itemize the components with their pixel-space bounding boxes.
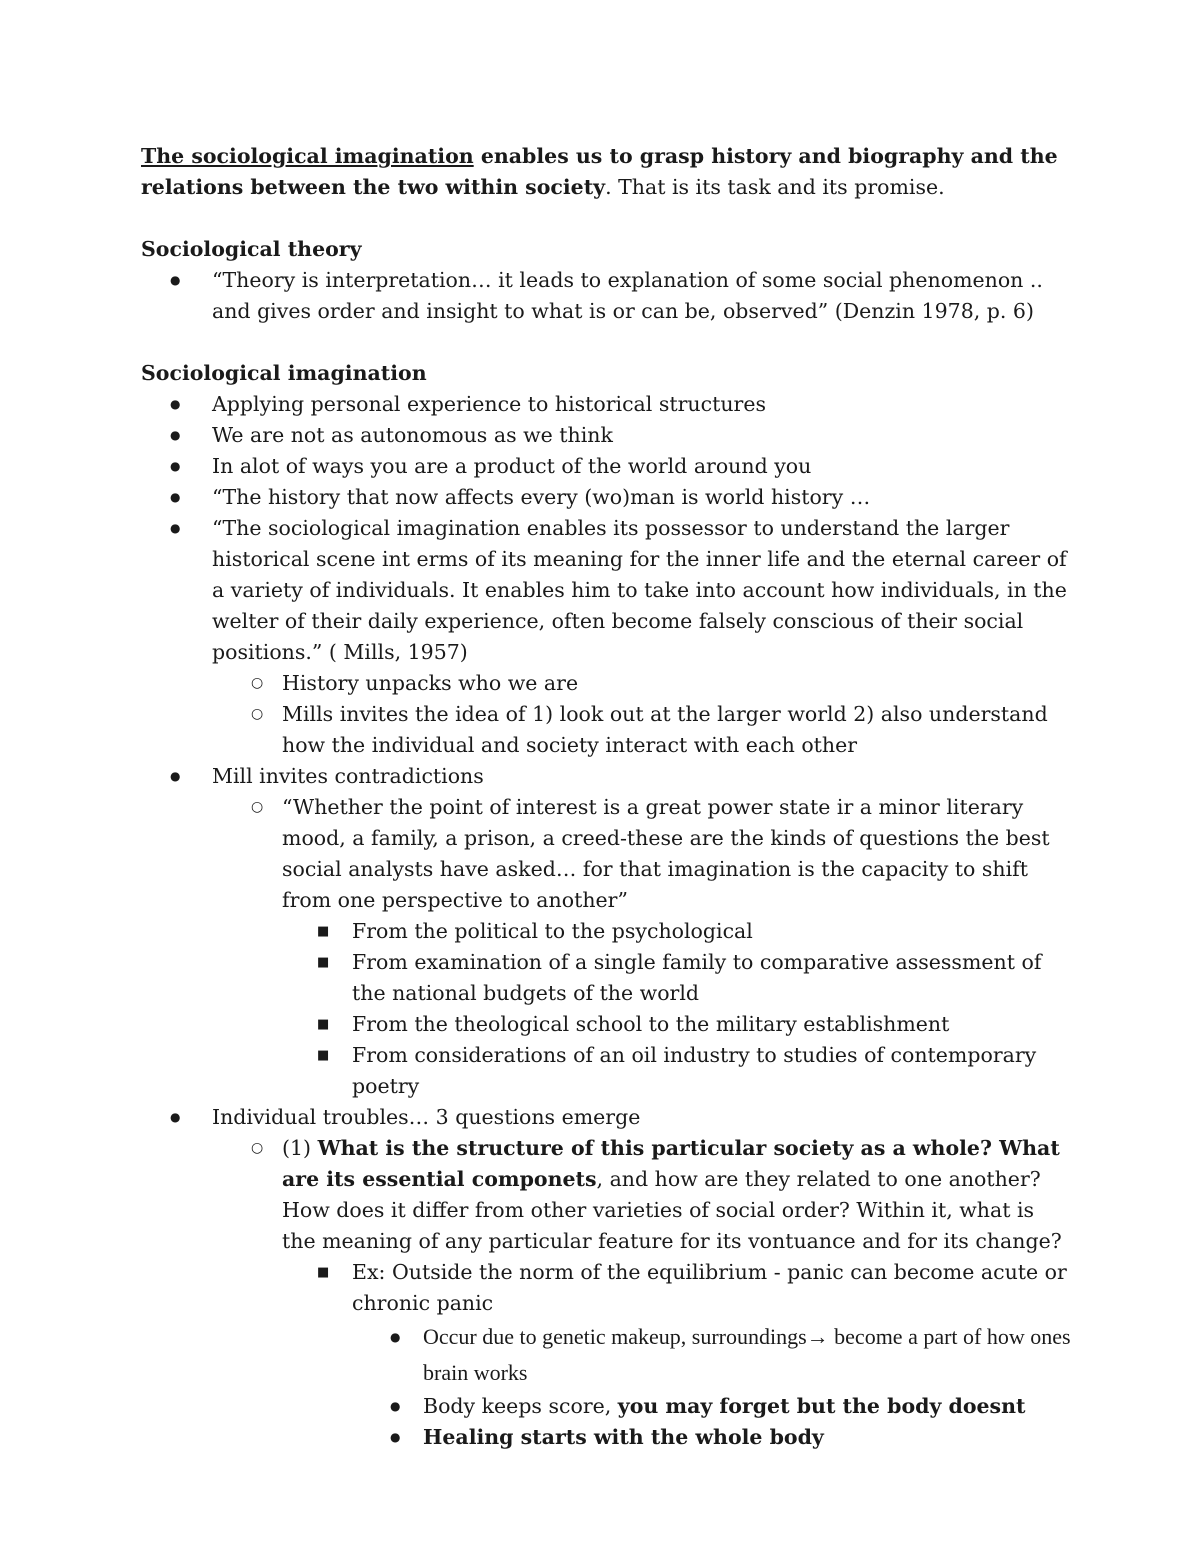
bullet-square-icon: ■ bbox=[317, 924, 330, 939]
bullet-circle-icon: ○ bbox=[251, 706, 264, 722]
sub-sub-list-item: ■ Ex: Outside the norm of the equilibrium - panic can become acute or chronic panic bbox=[141, 1257, 1071, 1319]
bullet-disc-icon: ● bbox=[170, 273, 181, 287]
deep-list-item: ● Body keeps score, you may forget but the body doesnt bbox=[141, 1391, 1071, 1422]
deep-list-item: ● Healing starts with the whole body bbox=[141, 1422, 1071, 1453]
bullet-disc-icon: ● bbox=[170, 428, 181, 442]
list-item: ● In alot of ways you are a product of the world around you bbox=[141, 451, 1071, 482]
spacer bbox=[141, 203, 1071, 234]
bullet-disc-icon: ● bbox=[170, 1110, 181, 1124]
bullet-disc-icon: ● bbox=[390, 1330, 401, 1344]
sub-sub-list-item: ■ From the political to the psychological bbox=[141, 916, 1071, 947]
intro-underlined-term: The sociological imagination bbox=[141, 144, 474, 168]
bullet-circle-icon: ○ bbox=[251, 799, 264, 815]
imagination-heading: Sociological imagination bbox=[141, 361, 427, 385]
bullet-disc-icon: ● bbox=[170, 521, 181, 535]
bullet-square-icon: ■ bbox=[317, 1265, 330, 1280]
list-item: ● “Theory is interpretation… it leads to explanation of some social phenomenon .. and gives order and insight to what is or can be, observed” (Denzin 1978, p. 6) bbox=[141, 265, 1071, 327]
list-item: ● We are not as autonomous as we think bbox=[141, 420, 1071, 451]
intro-bold-text: enables us to grasp history and biography and the relations between the two within society bbox=[141, 144, 1058, 199]
sub-list-item: ○ (1) What is the structure of this particular society as a whole? What are its essential componets, and how are they related to one another? How does it differ from other varieties of social order? Within it, what is the meaning of any particular feature for its vontuance and for its change? bbox=[141, 1133, 1071, 1257]
bullet-disc-icon: ● bbox=[170, 490, 181, 504]
bullet-disc-icon: ● bbox=[170, 459, 181, 473]
theory-heading: Sociological theory bbox=[141, 237, 362, 261]
document-body bbox=[141, 141, 1071, 1453]
sub-list-item: ○ Mills invites the idea of 1) look out at the larger world 2) also understand how the individual and society interact with each other bbox=[141, 699, 1071, 761]
sub-sub-list-item: ■ From the theological school to the military establishment bbox=[141, 1009, 1071, 1040]
sub-list-item: ○ “Whether the point of interest is a great power state ir a minor literary mood, a family, a prison, a creed-these are the kinds of questions the best social analysts have asked… for that imagination is the capacity to shift from one perspective to another” bbox=[141, 792, 1071, 916]
bullet-square-icon: ■ bbox=[317, 1017, 330, 1032]
bullet-disc-icon: ● bbox=[390, 1430, 401, 1444]
bullet-disc-icon: ● bbox=[170, 769, 181, 783]
spacer bbox=[141, 327, 1071, 358]
list-item: ● Mill invites contradictions bbox=[141, 761, 1071, 792]
bullet-square-icon: ■ bbox=[317, 955, 330, 970]
bullet-circle-icon: ○ bbox=[251, 675, 264, 691]
sub-sub-list-item: ■ From examination of a single family to comparative assessment of the national budgets of the world bbox=[141, 947, 1071, 1009]
list-item: ● “The sociological imagination enables its possessor to understand the larger historical scene int erms of its meaning for the inner life and the eternal career of a variety of individuals. It enables him to take into account how individuals, in the welter of their daily experience, often become falsely conscious of their social positions.” ( Mills, 1957) bbox=[141, 513, 1071, 668]
bullet-disc-icon: ● bbox=[390, 1399, 401, 1413]
list-item: ● “The history that now affects every (wo)man is world history … bbox=[141, 482, 1071, 513]
sub-sub-list-item: ■ From considerations of an oil industry to studies of contemporary poetry bbox=[141, 1040, 1071, 1102]
sub-list-item: ○ History unpacks who we are bbox=[141, 668, 1071, 699]
list-item: ● Individual troubles… 3 questions emerge bbox=[141, 1102, 1071, 1133]
bullet-circle-icon: ○ bbox=[251, 1140, 264, 1156]
bullet-disc-icon: ● bbox=[170, 397, 181, 411]
bullet-square-icon: ■ bbox=[317, 1048, 330, 1063]
list-item: ● Applying personal experience to historical structures bbox=[141, 389, 1071, 420]
intro-paragraph bbox=[141, 141, 1071, 203]
deep-list-item: ● Occur due to genetic makeup, surroundings→ become a part of how ones brain works bbox=[141, 1319, 1071, 1391]
intro-plain-text: . That is its task and its promise. bbox=[605, 175, 945, 199]
